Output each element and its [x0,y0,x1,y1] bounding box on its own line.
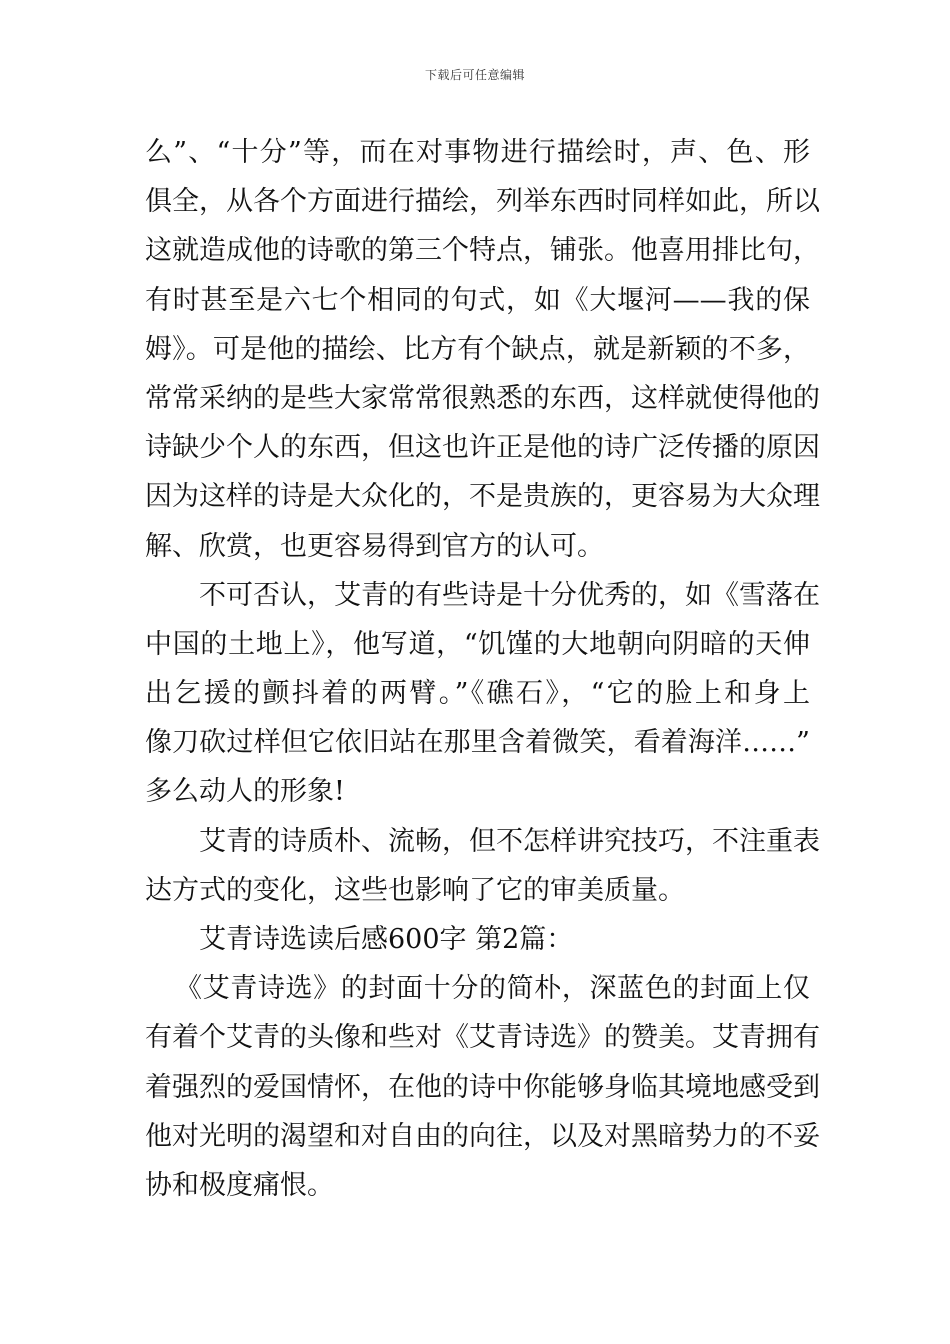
text-line: 达方式的变化，这些也影响了它的审美质量。 [145,874,685,906]
text-line: 么”、“十分”等，而在对事物进行描绘时，声、色、形 [145,137,810,168]
text-line: 着强烈的爱国情怀，在他的诗中你能够身临其境地感受到 [145,1071,820,1103]
text-line: 常常采纳的是些大家常常很熟悉的东西，这样就使得他的 [145,382,820,414]
text-line: 有时甚至是六七个相同的句式，如《大堰河——我的保 [145,284,810,316]
text-line: 解、欣赏，也更容易得到官方的认可。 [145,530,604,562]
text-line: 诗缺少个人的东西，但这也许正是他的诗广泛传播的原因 [145,432,820,464]
text-line: 中国的土地上》，他写道，“饥馑的大地朝向阴暗的天伸 [145,628,810,660]
section-heading: 艾青诗选读后感600字 第2篇： [199,924,574,955]
text-line: 因为这样的诗是大众化的，不是贵族的，更容易为大众理 [145,481,820,513]
text-line: 协和极度痛恨。 [145,1169,334,1201]
text-line: 他对光明的渴望和对自由的向往，以及对黑暗势力的不妥 [145,1120,820,1152]
text-line: 像刀砍过样但它依旧站在那里含着微笑，看着海洋……” [145,727,810,759]
header-note: 下载后可任意编辑 [424,68,525,82]
text-line: 姆》。可是他的描绘、比方有个缺点，就是新颖的不多， [145,333,810,365]
text-line: 俱全，从各个方面进行描绘，列举东西时同样如此，所以 [145,186,820,218]
text-line: 多么动人的形象! [145,776,345,808]
paragraph-start-line: 艾青的诗质朴、流畅，但不怎样讲究技巧，不注重表 [199,825,820,857]
text-line: 出乞援的颤抖着的两臂。”《礁石》，“它的脸上和身上 [145,678,810,710]
text-line: 这就造成他的诗歌的第三个特点，铺张。他喜用排比句， [145,235,820,267]
paragraph-start-line: 《艾青诗选》的封面十分的简朴，深蓝色的封面上仅 [175,973,810,1005]
text-line: 有着个艾青的头像和些对《艾青诗选》的赞美。艾青拥有 [145,1022,820,1054]
body-text [145,128,820,1210]
paragraph-start-line: 不可否认，艾青的有些诗是十分优秀的，如《雪落在 [199,579,820,611]
